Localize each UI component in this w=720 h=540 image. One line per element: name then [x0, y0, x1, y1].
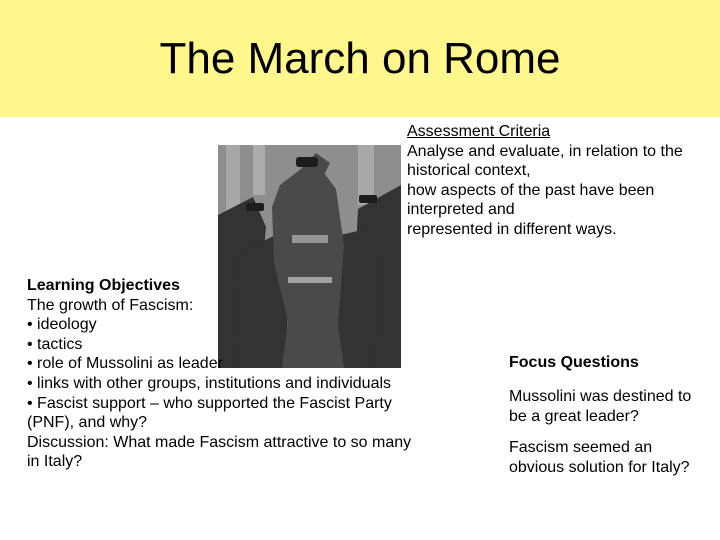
assessment-line: interpreted and — [407, 201, 515, 218]
objective-line: • Fascist support – who supported the Fascist Party — [27, 394, 392, 412]
assessment-line: represented in different ways. — [407, 220, 617, 238]
assessment-heading: Assessment Criteria — [407, 123, 551, 140]
assessment-line: Analyse and evaluate, in relation to the — [407, 142, 683, 160]
objective-line: (PNF), and why? — [27, 414, 148, 432]
focus-heading: Focus Questions — [509, 354, 639, 371]
objective-line: • ideology — [27, 316, 97, 334]
objective-line: • tactics — [27, 335, 83, 353]
assessment-line: how aspects of the past have been — [407, 181, 655, 199]
focus-questions — [509, 353, 709, 489]
assessment-line: historical context, — [407, 162, 531, 179]
focus-question: Fascism seemed an obvious solution for Italy? — [509, 439, 690, 476]
focus-question: Mussolini was destined to be a great leader? — [509, 388, 692, 425]
objective-line: in Italy? — [27, 453, 83, 471]
objective-line: The growth of Fascism: — [27, 296, 194, 314]
learning-objectives-heading: Learning Objectives — [27, 277, 180, 294]
learning-objectives — [27, 276, 467, 472]
objective-line: • role of Mussolini as leader — [27, 355, 223, 373]
assessment-criteria — [407, 122, 719, 239]
objective-line: Discussion: What made Fascism attractive to so many — [27, 433, 412, 451]
objective-line: • links with other groups, institutions and individuals — [27, 374, 392, 392]
slide-title: The March on Rome — [159, 34, 561, 83]
